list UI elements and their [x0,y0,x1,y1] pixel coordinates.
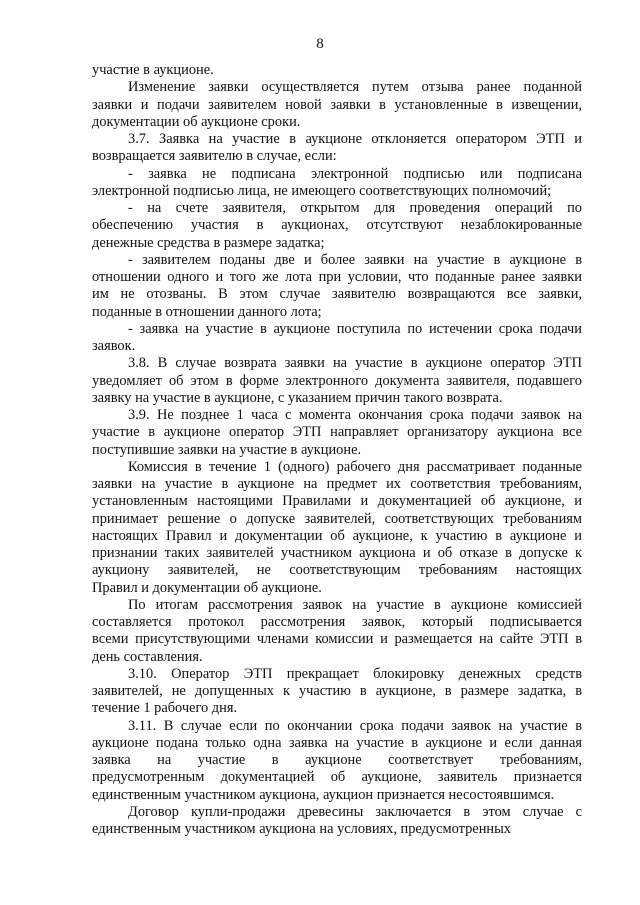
text-line: Правил и документации об аукционе. [92,579,322,596]
text-line: Изменение заявки осуществляется путем отзыва ранее поданной [128,79,582,96]
text-line: заявка на участие в аукционе соответствует требованиям, [92,752,582,768]
paragraph-3-10 [92,666,582,718]
text-line: аукциону заявителей, не соответствующим требованиям настоящих [92,562,582,579]
text-line: принимает решение о допуске заявителей, соответствующих требованиям [92,510,582,527]
text-line: - на счете заявителя, открытом для проведения операций по [128,200,582,216]
paragraph-commission-review [92,459,582,597]
text-line: денежные средства в размере задатка; [92,234,325,251]
paragraph-application-change [92,79,582,131]
text-line: им не отозваны. В этом случае заявителю возвращаются все заявки, [92,286,582,303]
paragraph-3-8 [92,355,582,407]
text-line: поступившие заявки на участие в аукционе. [92,441,362,458]
list-item-no-funds [92,200,582,252]
text-line: признании таких заявителей участником аукциона и об отказе в допуске к [92,545,582,561]
text-line: - заявка не подписана электронной подписью или подписана [128,165,582,182]
text-line: настоящих Правил и документации об аукционе, к участию в аукционе и [92,527,582,544]
text-line: 3.11. В случае если по окончании срока подачи заявок на участие в [128,717,582,734]
paragraph-3-11 [92,718,582,804]
list-item-not-signed [92,166,582,201]
text-line: составляется протокол рассмотрения заявок, который подписывается [92,614,582,630]
text-line: - заявителем поданы две и более заявки на участие в аукционе в [128,251,582,268]
text-line: 3.7. Заявка на участие в аукционе отклоняется оператором ЭТП и [128,131,582,147]
text-line: обеспечению участия в аукционах, отсутствуют незаблокированные [92,217,582,234]
paragraph-contract [92,804,582,839]
text-line: аукционе подана только одна заявка на участие в аукционе и если данная [92,734,582,751]
text-line: участие в аукционе. [92,62,214,78]
text-line: заявки на участие в аукционе на предмет их соответствия требованиям, [92,476,582,492]
document-body [92,62,582,838]
text-line: возвращается заявителю в случае, если: [92,148,337,165]
text-line: документации об аукционе сроки. [92,113,301,130]
text-line: - заявка на участие в аукционе поступила по истечении срока подачи [128,320,582,337]
text-line: заявок. [92,338,136,354]
list-item-duplicate-applications [92,252,582,321]
paragraph-3-7 [92,131,582,166]
text-line: заявку на участие в аукционе, с указанием причин такого возврата. [92,389,503,406]
text-line: 3.8. В случае возврата заявки на участие в аукционе оператор ЭТП [128,355,582,372]
text-line: 3.9. Не позднее 1 часа с момента окончания срока подачи заявок на [128,407,582,423]
text-line: Договор купли-продажи древесины заключается в этом случае с [128,803,582,820]
text-line: предусмотренным документацией об аукционе, заявитель признается [92,769,582,786]
text-line: Комиссия в течение 1 (одного) рабочего дня рассматривает поданные [128,458,582,475]
text-line: По итогам рассмотрения заявок на участие в аукционе комиссией [128,596,582,613]
text-line: участие в аукционе оператор ЭТП направляет организатору аукциона все [92,424,582,441]
paragraph-review-protocol [92,597,582,666]
text-line: поданные в отношении данного лота; [92,303,322,320]
page-number: 8 [316,36,324,52]
text-line: всеми присутствующими членами комиссии и размещается на сайте ЭТП в [92,631,582,648]
text-line: течение 1 рабочего дня. [92,700,238,717]
list-item-late-application [92,321,582,356]
text-line: отношении одного и того же лота при условии, что поданные ранее заявки [92,269,582,285]
text-line: уведомляет об этом в форме электронного документа заявителя, подавшего [92,372,582,389]
text-line: электронной подписью лица, не имеющего соответствующих полномочий; [92,182,552,199]
paragraph-3-9 [92,407,582,459]
text-line: 3.10. Оператор ЭТП прекращает блокировку денежных средств [128,665,582,682]
text-line: заявителей, не допущенных к участию в аукционе, в размере задатка, в [92,683,582,699]
text-line: заявки и подачи заявителем новой заявки в установленные в извещении, [92,96,582,113]
text-line: день составления. [92,648,203,665]
text-line: единственным участником аукциона на условиях, предусмотренных [92,821,511,837]
text-line: единственным участником аукциона, аукцион признается несостоявшимся. [92,786,555,803]
paragraph-continuation [92,62,582,79]
text-line: установленным настоящими Правилами и документацией об аукционе, и [92,493,582,510]
